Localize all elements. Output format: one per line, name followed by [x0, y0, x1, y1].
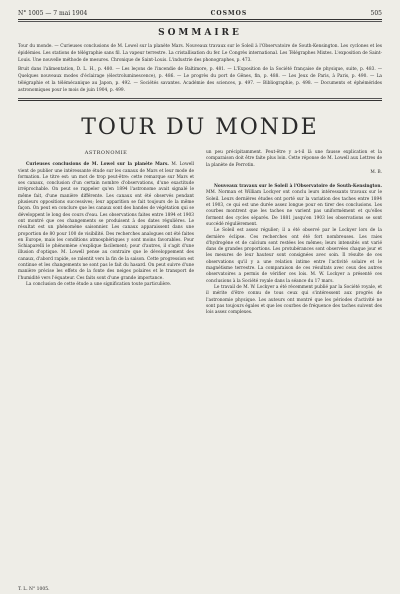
article-body: M. Lowell vient de publier une intéressante étude sur les canaux de Mars et leur mode de formation. Le titre est: un mot de trop peut-être: cette remarque sur Mars et ses canaux, conclusion d'un certain nombre d'observations, d'une exactitude irréprochable. On peut se rappeler qu'en 1894 l'astronome avait signalé le même fait, d'une manière différente. Les canaux ont été observés pendant plusieurs oppositions successives; leur apparition se fait toujours de la même façon. On peut en conclure que les canaux sont des bandes de végétation qui se développent le long des cours d'eau. Les observations faites entre 1894 et 1903 ont montré que ces changements se produisent à des dates régulières. Le résultat est un phénomène saisonnier. Les canaux apparaissent dans une proportion de 80 pour 100 de visibilité. Des recherches analogues ont été faites en Europe, mais les conditions atmosphériques y sont moins favorables. Pour Schiaparelli le phénomène s'explique facilement; pour d'autres, il s'agit d'une illusion d'optique. M. Lowell pense au contraire que le développement des canaux, d'abord rapide, se ralentit vers la fin de la saison. Cette progression est continue et les changements ne sont pas le fait du hasard. On peut suivre d'une manière précise les effets de la fonte des neiges polaires et le transport de l'humidité vers l'équateur. Ces faits sont d'une grande importance. [18, 162, 194, 281]
section-title: TOUR DU MONDE [81, 115, 319, 140]
article-lead: Curieuses conclusions de M. Lowel sur la planète Mars. [26, 162, 169, 168]
header-rule [18, 19, 382, 20]
right-column [206, 150, 382, 316]
author-signature: M. B. [370, 169, 382, 175]
article-paragraph [18, 162, 194, 282]
toc-rule [18, 98, 382, 99]
article-paragraph [206, 184, 382, 228]
header-rule-thin [18, 21, 382, 22]
running-header [18, 0, 382, 17]
page-number: 505 [370, 10, 382, 17]
toc-entry-articles: Bruit dans l'alimentation, D. L. H., p. 480. — Les leçons de l'incendie de Baltimore, p. 481. — L'Exposition de la Société française de physique, suite, p. 483. — Quelques nouveaux modes d'éclairage (électroluminescence), p. 486. — Le progrès du port de Gênes, fin, p. 488. — Les Jeux de Paris, à Paris, p. 490. — La télégraphie et la télémécanique au Japon, p. 492. — Sociétés savantes. Académie des sciences, p. 497. — Bibliographie, p. 498. — Documents et éphémérides astronomiques pour le mois de juin 1904, p. 499. [18, 67, 382, 93]
journal-title: COSMOS [210, 10, 248, 17]
toc-rule-thick [18, 100, 382, 101]
article-paragraph-tail: La conclusion de cette étude a une signification toute particulière. [26, 281, 172, 287]
page-footer: T. L. N° 1005. [18, 587, 50, 592]
article-columns [18, 150, 382, 316]
table-of-contents [18, 43, 382, 94]
article-paragraph-2: Le Soleil est assez régulier; il a été observé par le Lockyer lors de la dernière éclipse. Ces recherches ont été fort nombreuses. Les raies d'hydrogène et de calcium sont restées les mêmes; leurs intensités ont varié dans de grandes proportions. Les protubérances sont observées chaque jour et les mesures de leur hauteur sont consignées avec soin. Il résulte de ces observations qu'il y a une relation intime entre l'activité solaire et le magnétisme terrestre. La comparaison de ces résultats avec ceux des autres observatoires a permis de vérifier ces lois. M. W. Lockyer a présenté ces conclusions à la Société royale dans la séance du 17 mars. [206, 228, 382, 284]
sommaire-heading: SOMMAIRE [158, 28, 242, 38]
rubric-heading: ASTRONOMIE [84, 150, 128, 156]
article-lead: Nouveaux travaux sur le Soleil à l'Observatoire de South-Kensington. [214, 184, 382, 190]
left-column [18, 150, 194, 316]
issue-info: N° 1005 — 7 mai 1904 [18, 10, 88, 17]
article-paragraph-3: Le travail de M. W. Lockyer a été récemment publié par la Société royale, et il mérite d'être connu de tous ceux qui s'intéressent aux progrès de l'astronomie physique. Les auteurs ont montré que les périodes d'activité ne sont pas toujours égales et que les courbes de fréquence des taches suivent des lois assez complexes. [206, 284, 382, 316]
continued-paragraph: un peu précipitamment. Peut-être y a-t-il là une fausse explication et la comparaison doit être faite plus loin. Cette réponse de M. Lowell aux Lettres de la planète de Perrotin. [206, 150, 382, 168]
article-body: MM. Norman et William Lockyer ont conclu leurs intéressants travaux sur le Soleil. Leurs dernières études ont porté sur la variation des taches entre 1894 et 1903, ce qui est une durée assez longue pour en tirer des conclusions. Les courbes montrent que les taches ne varient pas uniformément et qu'elles forment des cycles séparés. De 1881 jusqu'en 1903 les observations se sont succédé régulièrement. [206, 190, 382, 227]
toc-entry-tour-du-monde: Tour du monde. — Curieuses conclusions de M. Lowel sur la planète Mars. Nouveaux travaux sur le Soleil à l'Observatoire de South-Kensington. Les cyclones et les épidémies. Les stations de télégraphie sans fil. La vapeur terrestre. La cristallisation du fer. Le Congrès international. Les Télégraphes Mixtes. L'exposition de Saint-Louis. Une nouvelle méthode de mesures. Chronique de Saint-Louis. L'industrie des phonographes, p. 473. [18, 44, 382, 63]
